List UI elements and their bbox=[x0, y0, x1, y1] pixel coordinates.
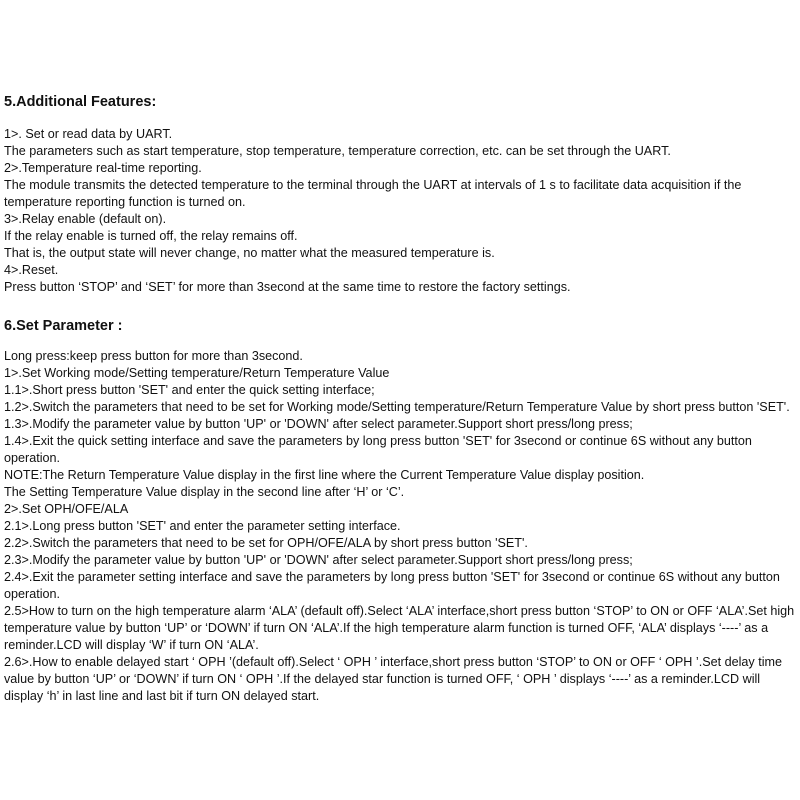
section-set-parameter bbox=[4, 348, 796, 705]
paragraph: 2>.Temperature real-time reporting. bbox=[4, 161, 202, 175]
paragraph: 2.4>.Exit the parameter setting interface and save the parameters by long press button 'SET' for 3second or continue 6S without any button operation. bbox=[4, 570, 780, 601]
paragraph: 1>.Set Working mode/Setting temperature/Return Temperature Value bbox=[4, 366, 390, 380]
paragraph: The module transmits the detected temperature to the terminal through the UART at intervals of 1 s to facilitate data acquisition if the temperature reporting function is turned on. bbox=[4, 178, 742, 209]
section-heading-additional-features: 5.Additional Features: bbox=[4, 94, 157, 110]
paragraph: 3>.Relay enable (default on). bbox=[4, 212, 167, 226]
paragraph: 2.3>.Modify the parameter value by button 'UP' or 'DOWN' after select parameter.Support short press/long press; bbox=[4, 553, 633, 567]
paragraph: 2.2>.Switch the parameters that need to be set for OPH/OFE/ALA by short press button 'SET'. bbox=[4, 536, 528, 550]
paragraph: NOTE:The Return Temperature Value display in the first line where the Current Temperature Value display position. bbox=[4, 468, 645, 482]
paragraph: The parameters such as start temperature, stop temperature, temperature correction, etc. can be set through the UART. bbox=[4, 144, 671, 158]
paragraph: 2.1>.Long press button 'SET' and enter the parameter setting interface. bbox=[4, 519, 401, 533]
paragraph: 4>.Reset. bbox=[4, 263, 59, 277]
paragraph: 1.3>.Modify the parameter value by button 'UP' or 'DOWN' after select parameter.Support short press/long press; bbox=[4, 417, 633, 431]
paragraph: If the relay enable is turned off, the relay remains off. bbox=[4, 229, 298, 243]
paragraph: Long press:keep press button for more than 3second. bbox=[4, 349, 303, 363]
paragraph: 2.5>How to turn on the high temperature alarm ‘ALA’ (default off).Select ‘ALA’ interface,short press button ‘STOP’ to ON or OFF ‘ALA’.Set high temperature value by button ‘UP’ or ‘DOWN’ if turn ON ‘ALA’.If the high temperature alarm function is turned OFF, ‘ALA’ displays ‘----’ as a reminder.LCD will display ‘W’ if turn ON ‘ALA’. bbox=[4, 604, 795, 652]
paragraph: 2>.Set OPH/OFE/ALA bbox=[4, 502, 129, 516]
section-additional-features bbox=[4, 126, 796, 296]
paragraph: That is, the output state will never change, no matter what the measured temperature is. bbox=[4, 246, 495, 260]
section-heading-set-parameter: 6.Set Parameter : bbox=[4, 318, 123, 334]
paragraph: 1>. Set or read data by UART. bbox=[4, 127, 173, 141]
paragraph: 2.6>.How to enable delayed start ‘ OPH ’(default off).Select ‘ OPH ’ interface,short press button ‘STOP’ to ON or OFF ‘ OPH ’.Set delay time value by button ‘UP’ or ‘DOWN’ if turn ON ‘ OPH ’.If the delayed star function is turned OFF, ‘ OPH ’ displays ‘----’ as a reminder.LCD will display ‘h’ in last line and last bit if turn ON delayed start. bbox=[4, 655, 782, 703]
paragraph: Press button ‘STOP’ and ‘SET’ for more than 3second at the same time to restore the factory settings. bbox=[4, 280, 571, 294]
paragraph: 1.2>.Switch the parameters that need to be set for Working mode/Setting temperature/Return Temperature Value by short press button 'SET'. bbox=[4, 400, 790, 414]
paragraph: 1.1>.Short press button 'SET' and enter the quick setting interface; bbox=[4, 383, 375, 397]
paragraph: 1.4>.Exit the quick setting interface and save the parameters by long press button 'SET' for 3second or continue 6S without any button operation. bbox=[4, 434, 752, 465]
paragraph: The Setting Temperature Value display in the second line after ‘H’ or ‘C’. bbox=[4, 485, 405, 499]
document bbox=[4, 92, 796, 705]
